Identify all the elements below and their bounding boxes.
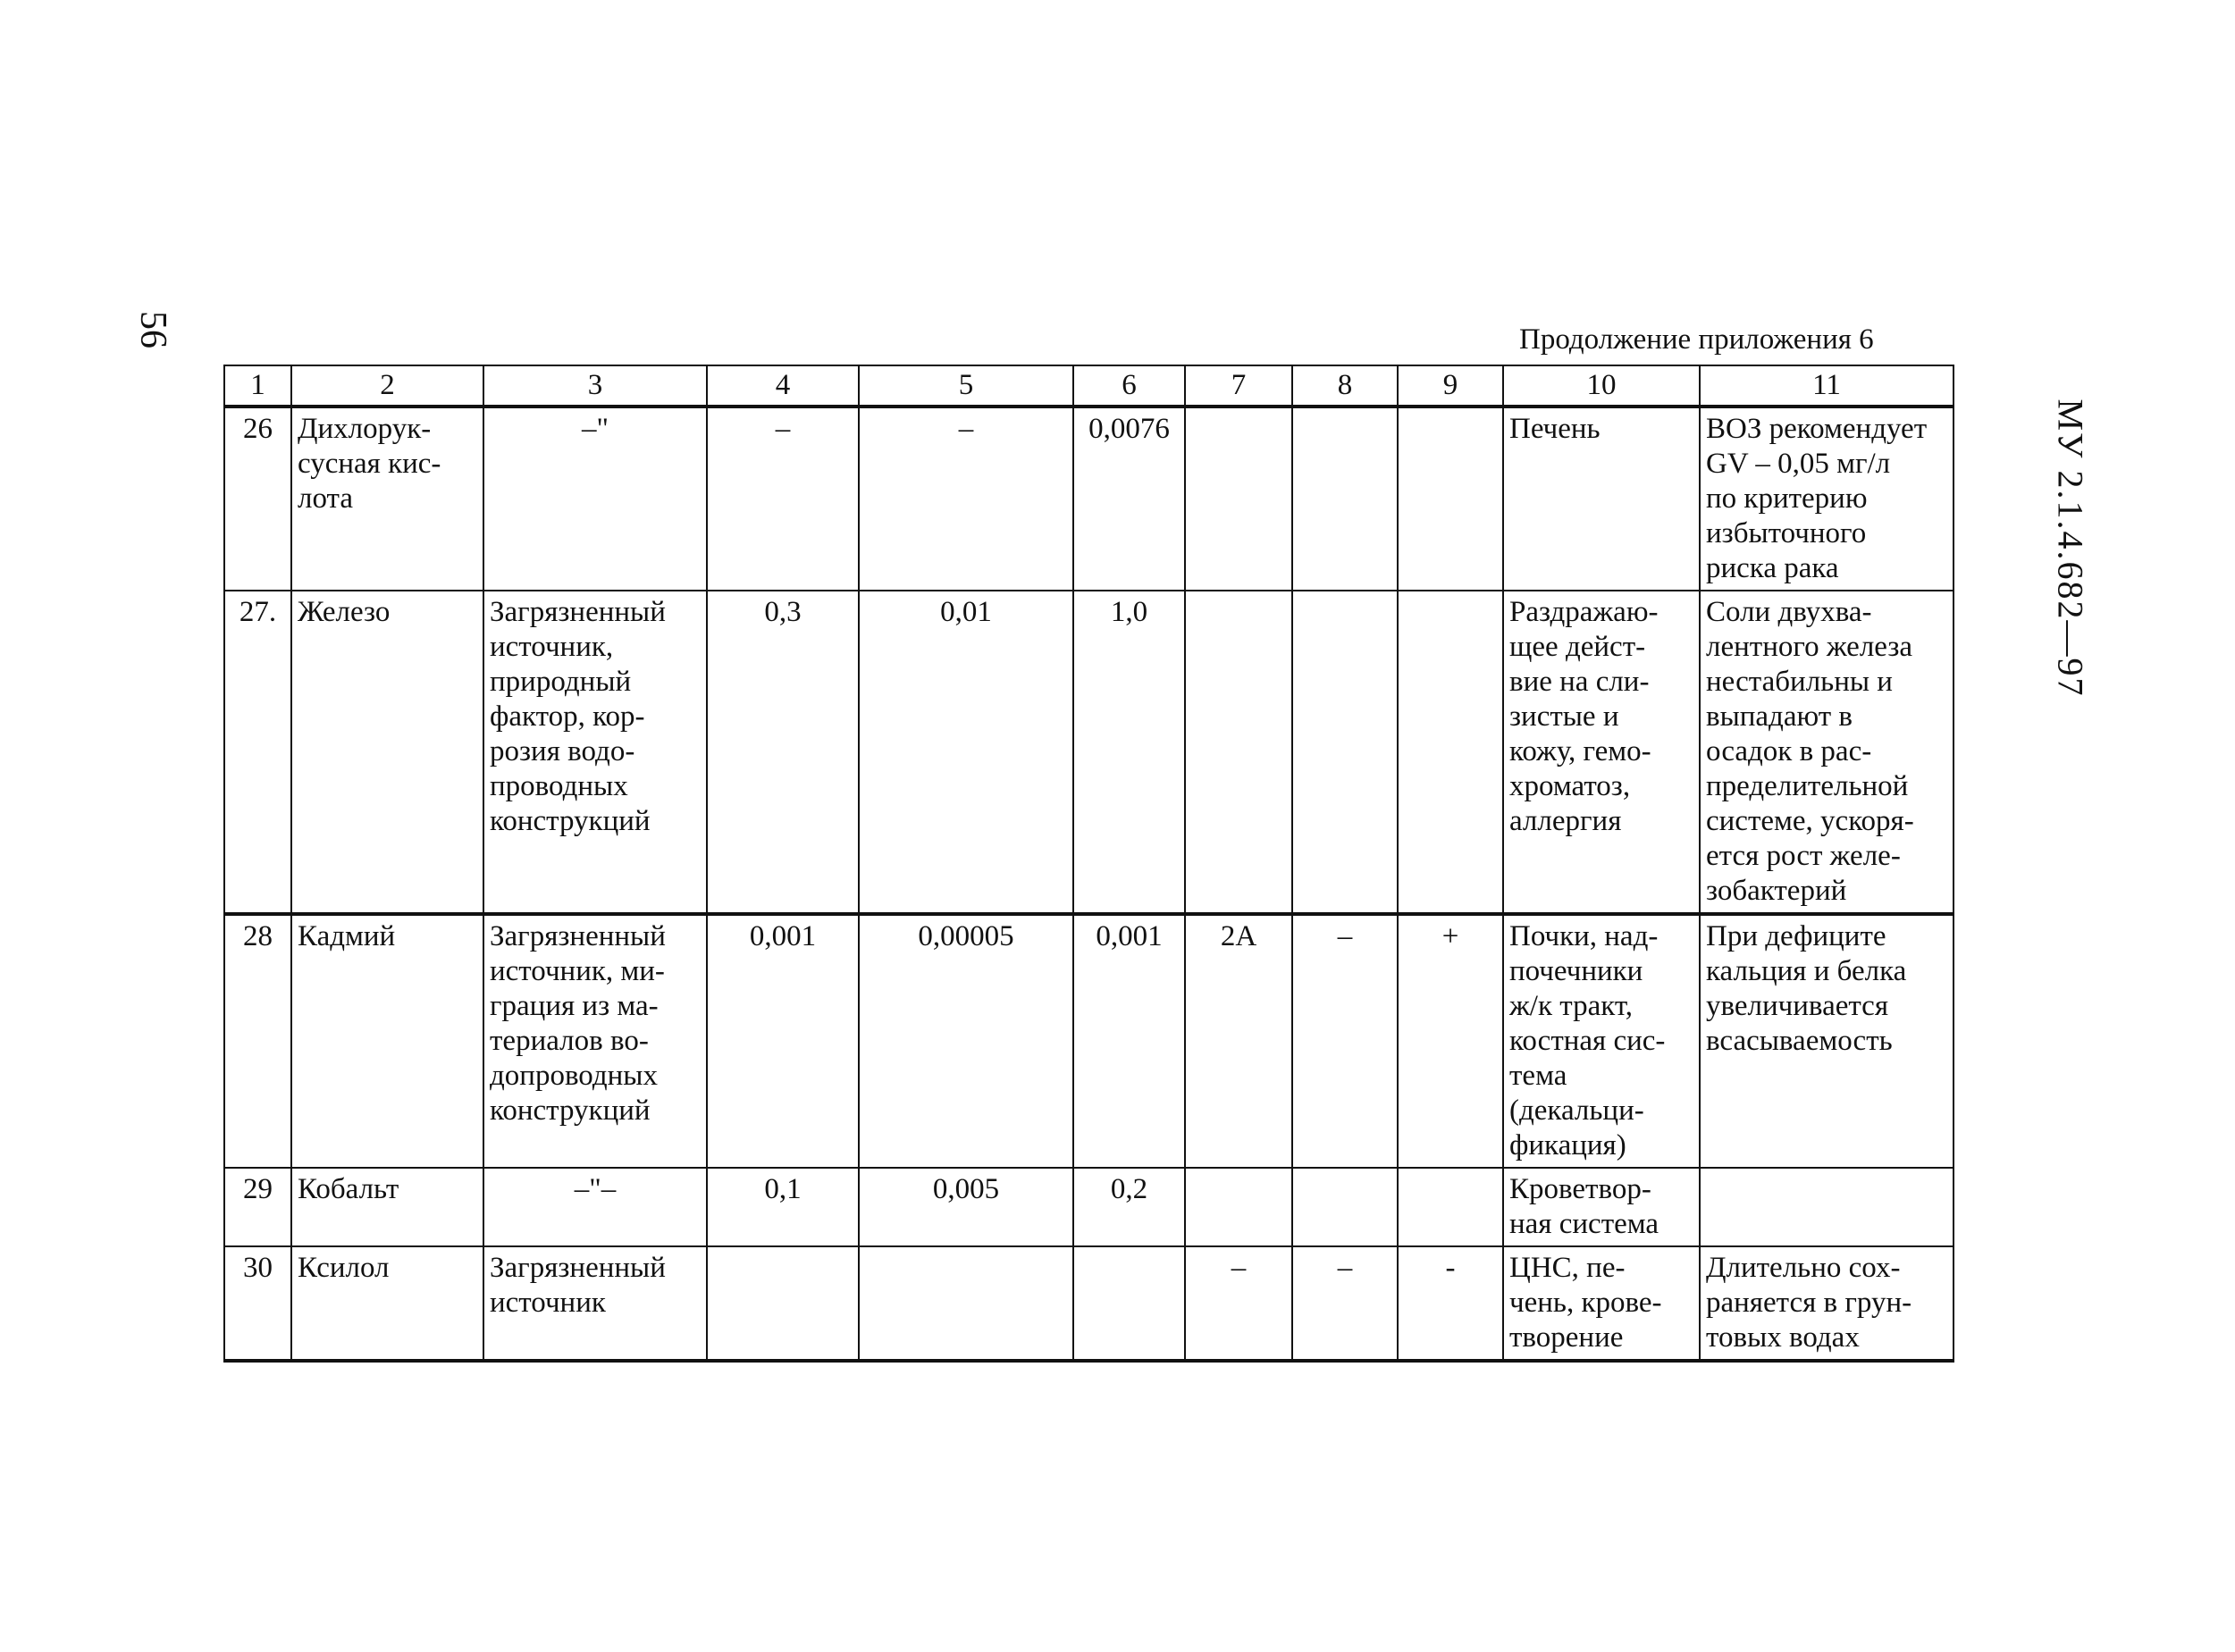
target-organ-cell: Почки, над- почечники ж/к тракт, костная сис- тема (декальци- фикация) bbox=[1503, 914, 1700, 1168]
header-cell: 11 bbox=[1700, 365, 1954, 407]
table-caption: Продолжение приложения 6 bbox=[1519, 323, 1874, 356]
col9-cell: + bbox=[1398, 914, 1503, 1168]
notes-cell: ВОЗ рекомендует GV – 0,05 мг/л по критерию избыточного риска рака bbox=[1700, 407, 1954, 591]
substance-name: Ксилол bbox=[291, 1246, 483, 1361]
col4-cell: 0,001 bbox=[707, 914, 859, 1168]
col7-cell bbox=[1185, 407, 1292, 591]
col8-cell bbox=[1292, 1168, 1398, 1246]
header-cell: 6 bbox=[1073, 365, 1185, 407]
row-number: 30 bbox=[224, 1246, 291, 1361]
table-row bbox=[224, 407, 1954, 591]
target-organ-cell: Раздражаю- щее дейст- вие на сли- зистые и кожу, гемо- хроматоз, аллергия bbox=[1503, 591, 1700, 914]
col4-cell: – bbox=[707, 407, 859, 591]
col6-cell: 0,001 bbox=[1073, 914, 1185, 1168]
col5-cell: 0,01 bbox=[859, 591, 1073, 914]
col7-cell: 2А bbox=[1185, 914, 1292, 1168]
notes-cell: При дефиците кальция и белка увеличивается всасываемость bbox=[1700, 914, 1954, 1168]
header-cell: 5 bbox=[859, 365, 1073, 407]
target-organ-cell: Печень bbox=[1503, 407, 1700, 591]
substance-name: Дихлорук- сусная кис- лота bbox=[291, 407, 483, 591]
source-cell: Загрязненный источник bbox=[483, 1246, 707, 1361]
target-organ-cell: Кроветвор- ная система bbox=[1503, 1168, 1700, 1246]
col9-cell bbox=[1398, 591, 1503, 914]
col5-cell: 0,00005 bbox=[859, 914, 1073, 1168]
source-cell: –" bbox=[483, 407, 707, 591]
col9-cell bbox=[1398, 407, 1503, 591]
table-row bbox=[224, 1168, 1954, 1246]
col8-cell: – bbox=[1292, 1246, 1398, 1361]
page-number: 56 bbox=[132, 311, 173, 348]
col9-cell bbox=[1398, 1168, 1503, 1246]
col6-cell: 0,2 bbox=[1073, 1168, 1185, 1246]
row-number: 28 bbox=[224, 914, 291, 1168]
substances-table bbox=[223, 365, 1954, 1363]
notes-cell bbox=[1700, 1168, 1954, 1246]
col7-cell: – bbox=[1185, 1246, 1292, 1361]
col4-cell: 0,1 bbox=[707, 1168, 859, 1246]
col7-cell bbox=[1185, 1168, 1292, 1246]
col6-cell: 0,0076 bbox=[1073, 407, 1185, 591]
source-cell: Загрязненный источник, природный фактор, кор- розия водо- проводных конструкций bbox=[483, 591, 707, 914]
col5-cell: 0,005 bbox=[859, 1168, 1073, 1246]
col6-cell bbox=[1073, 1246, 1185, 1361]
header-cell: 4 bbox=[707, 365, 859, 407]
col6-cell: 1,0 bbox=[1073, 591, 1185, 914]
col5-cell: – bbox=[859, 407, 1073, 591]
header-cell: 1 bbox=[224, 365, 291, 407]
col8-cell bbox=[1292, 407, 1398, 591]
document-code: МУ 2.1.4.682—97 bbox=[2050, 398, 2091, 698]
row-number: 27. bbox=[224, 591, 291, 914]
col8-cell: – bbox=[1292, 914, 1398, 1168]
row-number: 29 bbox=[224, 1168, 291, 1246]
substance-name: Кадмий bbox=[291, 914, 483, 1168]
substance-name: Кобальт bbox=[291, 1168, 483, 1246]
col9-cell: - bbox=[1398, 1246, 1503, 1361]
header-cell: 7 bbox=[1185, 365, 1292, 407]
col4-cell: 0,3 bbox=[707, 591, 859, 914]
header-cell: 10 bbox=[1503, 365, 1700, 407]
source-cell: Загрязненный источник, ми- грация из ма- териалов во- допроводных конструкций bbox=[483, 914, 707, 1168]
col5-cell bbox=[859, 1246, 1073, 1361]
notes-cell: Соли двухва- лентного железа нестабильны и выпадают в осадок в рас- пределительной системе, ускоря- ется рост желе- зобактерий bbox=[1700, 591, 1954, 914]
header-cell: 2 bbox=[291, 365, 483, 407]
header-cell: 3 bbox=[483, 365, 707, 407]
target-organ-cell: ЦНС, пе- чень, крове- творение bbox=[1503, 1246, 1700, 1361]
table-row bbox=[224, 914, 1954, 1168]
row-number: 26 bbox=[224, 407, 291, 591]
substance-name: Железо bbox=[291, 591, 483, 914]
header-cell: 8 bbox=[1292, 365, 1398, 407]
source-cell: –"– bbox=[483, 1168, 707, 1246]
header-cell: 9 bbox=[1398, 365, 1503, 407]
col7-cell bbox=[1185, 591, 1292, 914]
table-header-row bbox=[224, 365, 1954, 407]
table-row bbox=[224, 591, 1954, 914]
notes-cell: Длительно сох- раняется в грун- товых водах bbox=[1700, 1246, 1954, 1361]
col8-cell bbox=[1292, 591, 1398, 914]
col4-cell bbox=[707, 1246, 859, 1361]
table-row bbox=[224, 1246, 1954, 1361]
